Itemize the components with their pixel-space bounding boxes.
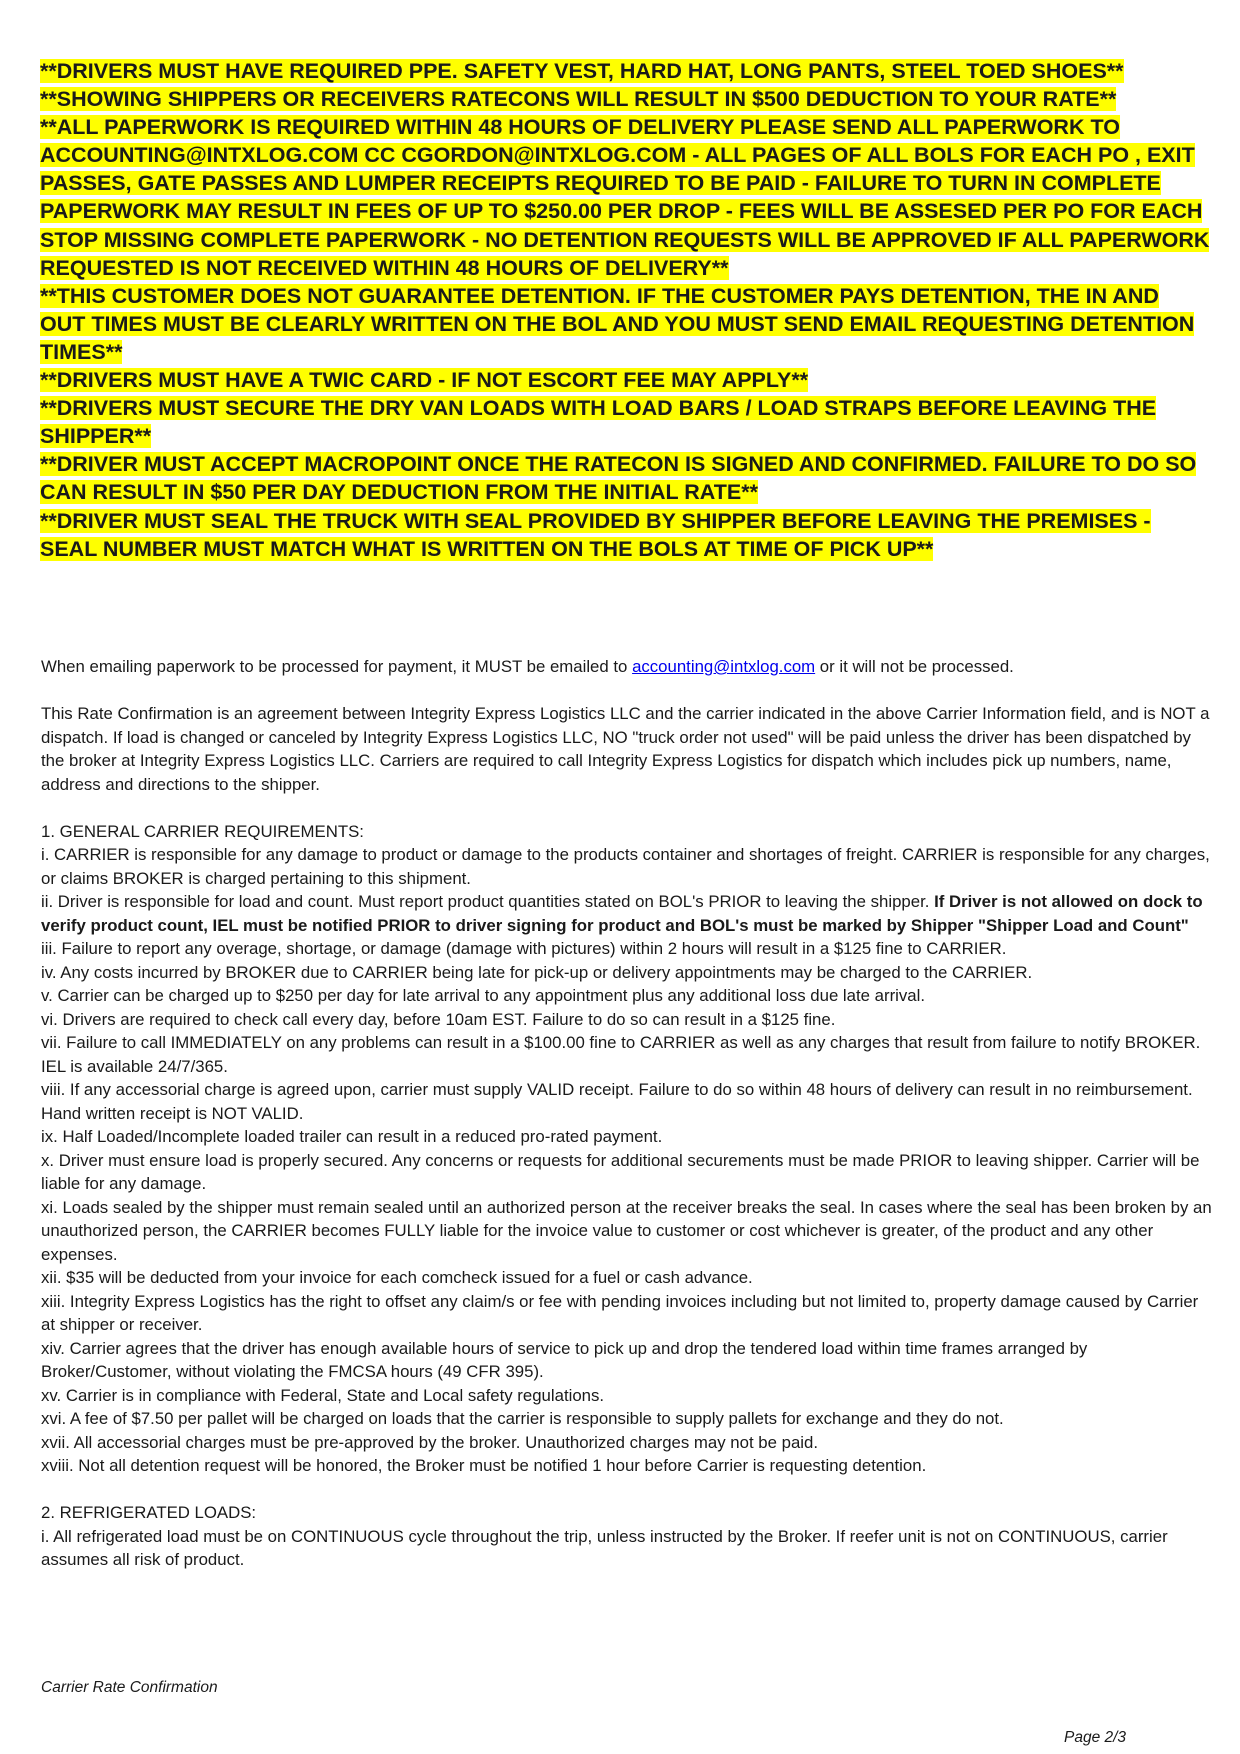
terms-body (41, 655, 1213, 1572)
requirement-item: x. Driver must ensure load is properly secured. Any concerns or requests for additional securements must be made PRIOR to leaving shipper. Carrier will be liable for any damage. (41, 1150, 1200, 1193)
requirement-item: xviii. Not all detention request will be honored, the Broker must be notified 1 hour before Carrier is requesting detention. (41, 1456, 927, 1475)
footer-page-number: Page 2/3 (1064, 1729, 1127, 1746)
requirement-item: iv. Any costs incurred by BROKER due to CARRIER being late for pick-up or delivery appointments may be charged to the CARRIER. (41, 962, 1033, 982)
requirement-item: vi. Drivers are required to check call every day, before 10am EST. Failure to do so can result in a $125 fine. (41, 1009, 836, 1029)
requirement-item: xiv. Carrier agrees that the driver has enough available hours of service to pick up and drop the tendered load within time frames arranged by Broker/Customer, without violating the FMCSA hours (49 CFR 395). (41, 1338, 1088, 1381)
requirement-item: vii. Failure to call IMMEDIATELY on any problems can result in a $100.00 fine to CARRIER as well as any charges that result from failure to notify BROKER. IEL is available 24/7/365. (41, 1033, 1201, 1076)
footer-document-title: Carrier Rate Confirmation (41, 1679, 218, 1696)
notice-macropoint: **DRIVER MUST ACCEPT MACROPOINT ONCE THE RATECON IS SIGNED AND CONFIRMED. FAILURE TO DO SO CAN RESULT IN $50 PER DAY DEDUCTION FROM THE INITIAL RATE** (40, 452, 1197, 505)
requirement-item: ii. Driver is responsible for load and count. Must report product quantities stated on BOL's PRIOR to leaving the shipper. If Driver is not allowed on dock to verify product count, IEL must be notified PRIOR to driver signing for product and BOL's must be marked by Shipper "Shipper Load and Count" (41, 892, 1203, 935)
notice-paperwork: **ALL PAPERWORK IS REQUIRED WITHIN 48 HOURS OF DELIVERY PLEASE SEND ALL PAPERWORK TO ACCOUNTING@INTXLOG.COM CC CGORDON@INTXLOG.COM - ALL PAGES OF ALL BOLS FOR EACH PO , EXIT PASSES, GATE PASSES AND LUMPER RECEIPTS REQUIRED TO BE PAID - FAILURE TO TURN IN COMPLETE PAPERWORK MAY RESULT IN FEES OF UP TO $250.00 PER DROP - FEES WILL BE ASSESED PER PO FOR EACH STOP MISSING COMPLETE PAPERWORK - NO DETENTION REQUESTS WILL BE APPROVED IF ALL PAPERWORK REQUESTED IS NOT RECEIVED WITHIN 48 HOURS OF DELIVERY** (40, 115, 1210, 280)
requirement-item: xiii. Integrity Express Logistics has the right to offset any claim/s or fee with pending invoices including but not limited to, property damage caused by Carrier at shipper or receiver. (41, 1291, 1199, 1334)
section-1-heading: 1. GENERAL CARRIER REQUIREMENTS: (41, 821, 364, 841)
requirement-item: xi. Loads sealed by the shipper must remain sealed until an authorized person at the receiver breaks the seal. In cases where the seal has been broken by an unauthorized person, the CARRIER becomes FULLY liable for the invoice value to customer or cost whichever is greater, of the product and any other expenses. (41, 1197, 1212, 1264)
requirement-item: v. Carrier can be charged up to $250 per day for late arrival to any appointment plus any additional loss due late arrival. (41, 986, 926, 1005)
requirement-item: viii. If any accessorial charge is agreed upon, carrier must supply VALID receipt. Failure to do so within 48 hours of delivery can result in no reimbursement. Hand written receipt is NOT VALID. (41, 1080, 1193, 1123)
requirement-item: xii. $35 will be deducted from your invoice for each comcheck issued for a fuel or cash advance. (41, 1268, 753, 1287)
requirement-item: xvii. All accessorial charges must be pre-approved by the broker. Unauthorized charges may not be paid. (41, 1432, 819, 1452)
notice-ppe: **DRIVERS MUST HAVE REQUIRED PPE. SAFETY VEST, HARD HAT, LONG PANTS, STEEL TOED SHOES** (40, 59, 1124, 83)
accounting-email-link[interactable]: accounting@intxlog.com (632, 657, 816, 676)
notice-ratecons: **SHOWING SHIPPERS OR RECEIVERS RATECONS WILL RESULT IN $500 DEDUCTION TO YOUR RATE** (40, 87, 1117, 112)
notice-load-bars: **DRIVERS MUST SECURE THE DRY VAN LOADS WITH LOAD BARS / LOAD STRAPS BEFORE LEAVING THE SHIPPER** (40, 396, 1157, 449)
driver-notices (40, 57, 1210, 563)
requirement-item: ix. Half Loaded/Incomplete loaded trailer can result in a reduced pro-rated payment. (41, 1127, 663, 1146)
requirement-item: i. CARRIER is responsible for any damage to product or damage to the products container and shortages of freight. CARRIER is responsible for any charges, or claims BROKER is charged pertaining to this shipment. (41, 845, 1210, 888)
requirement-item: xvi. A fee of $7.50 per pallet will be charged on loads that the carrier is responsible to supply pallets for exchange and they do not. (41, 1409, 1004, 1428)
email-instruction: When emailing paperwork to be processed for payment, it MUST be emailed to accounting@intxlog.com or it will not be processed. (41, 657, 1014, 676)
notice-twic: **DRIVERS MUST HAVE A TWIC CARD - IF NOT ESCORT FEE MAY APPLY** (40, 368, 809, 393)
requirement-item: iii. Failure to report any overage, shortage, or damage (damage with pictures) within 2 hours will result in a $125 fine to CARRIER. (41, 939, 1007, 958)
notice-detention: **THIS CUSTOMER DOES NOT GUARANTEE DETENTION. IF THE CUSTOMER PAYS DETENTION, THE IN AND OUT TIMES MUST BE CLEARLY WRITTEN ON THE BOL AND YOU MUST SEND EMAIL REQUESTING DETENTION TIMES** (40, 283, 1195, 364)
requirement-item: xv. Carrier is in compliance with Federal, State and Local safety regulations. (41, 1385, 605, 1405)
notice-seal: **DRIVER MUST SEAL THE TRUCK WITH SEAL PROVIDED BY SHIPPER BEFORE LEAVING THE PREMISES - SEAL NUMBER MUST MATCH WHAT IS WRITTEN ON THE BOLS AT TIME OF PICK UP** (40, 508, 1151, 561)
refrigerated-item: i. All refrigerated load must be on CONTINUOUS cycle throughout the trip, unless instructed by the Broker. If reefer unit is not on CONTINUOUS, carrier assumes all risk of product. (41, 1526, 1168, 1569)
agreement-paragraph: This Rate Confirmation is an agreement between Integrity Express Logistics LLC and the carrier indicated in the above Carrier Information field, and is NOT a dispatch. If load is changed or canceled by Integrity Express Logistics LLC, NO "truck order not used" will be paid unless the driver has been dispatched by the broker at Integrity Express Logistics LLC. Carriers are required to call Integrity Express Logistics for dispatch which includes pick up numbers, name, address and directions to the shipper. (41, 704, 1210, 794)
section-2-heading: 2. REFRIGERATED LOADS: (41, 1503, 257, 1522)
